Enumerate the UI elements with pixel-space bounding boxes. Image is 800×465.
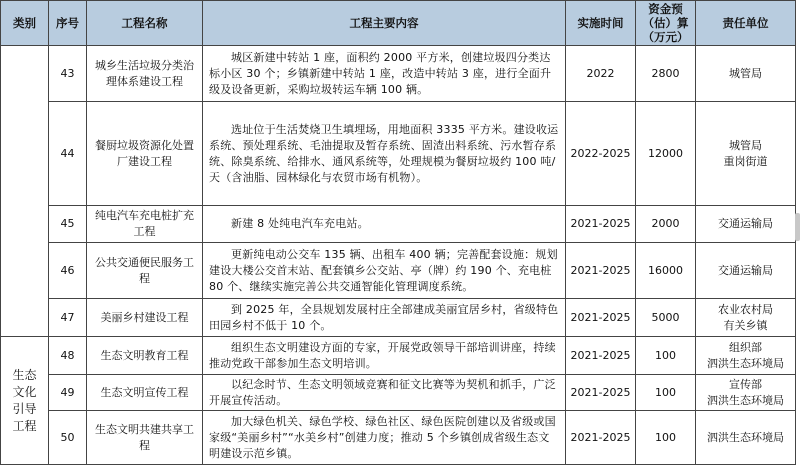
unit-line: 泗洪生态环境局: [707, 393, 784, 407]
unit-line: 组织部: [729, 340, 762, 354]
row-seq: 48: [49, 337, 87, 375]
row-content: 城区新建中转站 1 座，面积约 2000 平方米，创建垃圾四分类达标小区 30 个；乡镇新建中转站 1 座，改造中转站 3 座，进行全面升级及设备更新，采购垃圾转运车辆 100 辆。: [209, 50, 552, 96]
row-unit: [696, 243, 796, 299]
row-time: 2021-2025: [566, 337, 636, 375]
row-budget: 5000: [636, 299, 696, 337]
row-seq: 47: [49, 299, 87, 337]
row-time: 2021-2025: [566, 411, 636, 465]
row-name: 生态文明共建共享工程: [87, 411, 203, 465]
row-unit: [696, 206, 796, 243]
unit-line: 城管局: [729, 66, 762, 80]
row-name: 餐厨垃圾资源化处置厂建设工程: [87, 102, 203, 206]
row-content: 加大绿色机关、绿色学校、绿色社区、绿色医院创建以及省级或国家级“美丽乡村”“水美乡村”创建力度；推动 5 个乡镇创成省级生态文明建设示范乡镇。: [209, 414, 556, 460]
unit-line: 城管局: [729, 138, 762, 152]
row-content-cell: [203, 206, 566, 243]
row-name: 生态文明教育工程: [87, 337, 203, 375]
row-seq: 44: [49, 102, 87, 206]
category-cell: [1, 46, 49, 337]
row-budget: 100: [636, 375, 696, 411]
table-row: [1, 375, 796, 411]
row-time: 2021-2025: [566, 243, 636, 299]
row-unit: [696, 299, 796, 337]
row-time: 2022: [566, 46, 636, 102]
row-content: 新建 8 处纯电汽车充电站。: [231, 217, 369, 230]
row-unit: [696, 102, 796, 206]
category-cell: 生态文化引导工程: [1, 337, 49, 465]
table-row: [1, 243, 796, 299]
row-content: 选址位于生活焚烧卫生填埋场，用地面积 3335 平方米。建设收运系统、预处理系统、毛油提取及暂存系统、固渣出料系统、污水暂存系统、除臭系统、给排水、通风系统等，处理规模为餐厨垃圾约 100 吨/天（含油脂、园林绿化与农贸市场有机物）。: [209, 122, 559, 184]
table-header-row: [1, 1, 796, 46]
row-seq: 49: [49, 375, 87, 411]
header-seq: 序号: [49, 1, 87, 46]
row-budget: 100: [636, 411, 696, 465]
row-content-cell: [203, 102, 566, 206]
row-name: 生态文明宣传工程: [87, 375, 203, 411]
table-row: [1, 337, 796, 375]
row-content-cell: [203, 299, 566, 337]
row-name: 公共交通便民服务工程: [87, 243, 203, 299]
row-budget: 2000: [636, 206, 696, 243]
header-content: 工程主要内容: [203, 1, 566, 46]
row-budget: 16000: [636, 243, 696, 299]
header-unit: 责任单位: [696, 1, 796, 46]
row-content-cell: [203, 411, 566, 465]
unit-line: 重岗街道: [723, 154, 768, 168]
row-content: 更新纯电动公交车 135 辆、出租车 400 辆；完善配套设施：规划建设大楼公交首末站、配套镇乡公交站、亭（牌）约 190 个、充电桩 80 个、继续实施完善公共交通智能化管理调度系统。: [209, 247, 558, 293]
row-content-cell: [203, 46, 566, 102]
unit-line: 交通运输局: [718, 217, 773, 230]
unit-line: 泗洪生态环境局: [707, 430, 784, 444]
row-budget: 12000: [636, 102, 696, 206]
table-row: [1, 206, 796, 243]
unit-line: 有关乡镇: [723, 318, 768, 332]
row-unit: [696, 46, 796, 102]
row-content: 到 2025 年，全县规划发展村庄全部建成美丽宜居乡村，省级特色田园乡村不低于 10 个。: [209, 302, 559, 332]
row-time: 2021-2025: [566, 375, 636, 411]
table-row: [1, 46, 796, 102]
unit-line: 宣传部: [729, 377, 762, 391]
row-content: 组织生态文明建设方面的专家，开展党政领导干部培训讲座，持续推动党政干部参加生态文明培训。: [209, 340, 556, 370]
row-content-cell: [203, 243, 566, 299]
row-unit: [696, 337, 796, 375]
table-row: [1, 299, 796, 337]
row-content: 以纪念时节、生态文明领域竞赛和征文比赛等为契机和抓手，广泛开展宣传活动。: [209, 377, 556, 407]
header-category: 类别: [1, 1, 49, 46]
row-seq: 43: [49, 46, 87, 102]
row-seq: 50: [49, 411, 87, 465]
unit-line: 泗洪生态环境局: [707, 356, 784, 370]
header-time: 实施时间: [566, 1, 636, 46]
header-budget: 资金预（估）算（万元）: [636, 1, 696, 46]
table-row: [1, 102, 796, 206]
table-row: [1, 411, 796, 465]
row-name: 城乡生活垃圾分类治理体系建设工程: [87, 46, 203, 102]
unit-line: 交通运输局: [718, 263, 773, 277]
row-name: 美丽乡村建设工程: [87, 299, 203, 337]
row-unit: [696, 411, 796, 465]
row-name: 纯电汽车充电桩扩充工程: [87, 206, 203, 243]
row-budget: 100: [636, 337, 696, 375]
scroll-handle[interactable]: [795, 213, 800, 241]
row-time: 2021-2025: [566, 206, 636, 243]
row-time: 2021-2025: [566, 299, 636, 337]
row-budget: 2800: [636, 46, 696, 102]
header-name: 工程名称: [87, 1, 203, 46]
row-content-cell: [203, 375, 566, 411]
row-content-cell: [203, 337, 566, 375]
row-seq: 46: [49, 243, 87, 299]
unit-line: 农业农村局: [718, 302, 773, 316]
row-unit: [696, 375, 796, 411]
row-seq: 45: [49, 206, 87, 243]
row-time: 2022-2025: [566, 102, 636, 206]
